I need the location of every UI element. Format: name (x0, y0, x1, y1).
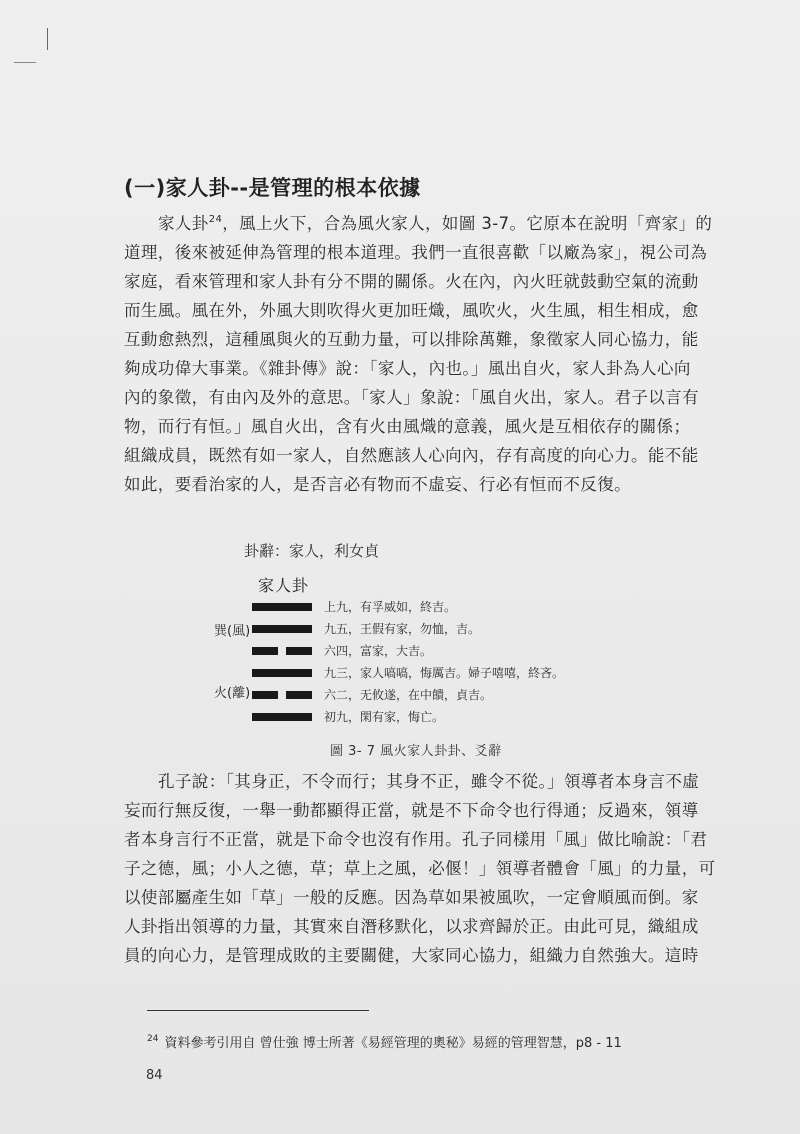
yang-line (252, 713, 312, 721)
yin-line-segment (252, 691, 278, 699)
paragraph-line: 如此，要看治家的人，是否言必有物而不虛妄、行必有恒而不反復。 (124, 475, 631, 494)
yin-line-segment (286, 647, 312, 655)
paragraph-line: 物，而行有恒。」風自火出，含有火由風熾的意義，風火是互相依存的關係； (124, 417, 691, 436)
line-statement: 九五，王假有家，勿恤，吉。 (324, 622, 481, 636)
paragraph-line: 道理，後來被延伸為管理的根本道理。我們一直很喜歡「以廠為家」，視公司為 (124, 243, 708, 262)
paragraph-line: 組織成員，既然有如一家人，自然應該人心向內，存有高度的向心力。能不能 (124, 446, 699, 465)
hexagram-line-row (252, 685, 612, 705)
paragraph-line: 孔子說：「其身正，不令而行；其身不正，雖令不從。」領導者本身言不虛 (158, 772, 700, 791)
hexagram-line-row (252, 597, 612, 617)
hexagram-line-row (252, 663, 612, 683)
page-number: 84 (146, 1068, 163, 1083)
figure-caption: 圖 3- 7 風火家人卦卦、爻辭 (330, 744, 502, 759)
line-statement: 初九，閑有家，悔亡。 (324, 710, 445, 724)
yang-line (252, 603, 312, 611)
line-statement: 六四，富家，大吉。 (324, 644, 433, 658)
line-statement: 上九，有孚威如，終吉。 (324, 600, 457, 614)
line-statement: 九三，家人嗃嗃，悔厲吉。婦子嘻嘻，終吝。 (324, 666, 565, 680)
paragraph-line: 以使部屬產生如「草」一般的反應。因為草如果被風吹，一定會順風而倒。家 (124, 888, 699, 907)
paragraph-line: 夠成功偉大事業。《雜卦傳》說：「家人，內也。」風出自火，家人卦為人心向 (124, 359, 691, 378)
hexagram-line-row (252, 619, 612, 639)
hexagram-name: 家人卦 (258, 576, 310, 595)
paragraph-line: 人卦指出領導的力量，其實來自潛移默化，以求齊歸於正。由此可見，織組成 (124, 917, 699, 936)
yang-line (252, 669, 312, 677)
paragraph-line: 家庭，看來管理和家人卦有分不開的關係。火在內，內火旺就鼓動空氣的流動 (124, 272, 699, 291)
crop-mark-horizontal (14, 62, 36, 63)
paragraph-line: 家人卦$^{24}$，風上火下，合為風火家人，如圖 3-7。它原本在說明「齊家」的 (158, 214, 713, 233)
hexagram-line-row (252, 707, 612, 727)
paragraph-line: 妄而行無反復，一舉一動都顯得正當，就是不下命令也行得通；反過來，領導 (124, 801, 699, 820)
section-heading: (一)家人卦--是管理的根本依據 (124, 176, 421, 200)
yin-line-segment (252, 647, 278, 655)
yin-line-segment (286, 691, 312, 699)
yang-line (252, 625, 312, 633)
paragraph-line: 員的向心力，是管理成敗的主要關健，大家同心協力，組織力自然強大。這時 (124, 946, 699, 965)
paragraph-line: 互動愈熱烈，這種風與火的互動力量，可以排除萬難，象徵家人同心協力，能 (124, 330, 699, 349)
upper-trigram-label: 巽(風) (214, 624, 251, 639)
hexagram-line-row (252, 641, 612, 661)
footnote-reference[interactable]: 24 (208, 214, 223, 225)
footnote-text: 資料參考引用自 曾仕強 博士所著《易經管理的奧秘》易經的管理智慧，p8 - 11 (164, 1036, 622, 1051)
paragraph-line: 而生風。風在外，外風大則吹得火更加旺熾，風吹火，火生風，相生相成，愈 (124, 301, 699, 320)
line-statement: 六二，无攸遂，在中饋，貞吉。 (324, 688, 493, 702)
paragraph-line: 者本身言行不正當，就是下命令也沒有作用。孔子同樣用「風」做比喻說：「君 (124, 830, 708, 849)
hexagram-figure (0, 535, 800, 765)
paragraph-line: 子之德，風；小人之德，草；草上之風，必偃！」領導者體會「風」的力量，可 (124, 859, 716, 878)
hexagram-judgment: 卦辭：家人，利女貞 (244, 542, 380, 560)
lower-trigram-label: 火(離) (214, 686, 251, 701)
crop-mark-vertical (47, 28, 48, 50)
paragraph-2 (124, 767, 752, 970)
footnote-divider (147, 1010, 369, 1011)
footnote-number: 24 (147, 1034, 159, 1044)
footnote (147, 1032, 622, 1051)
paragraph-line: 內的象徵，有由內及外的意思。「家人」象說：「風自火出，家人。君子以言有 (124, 388, 699, 407)
paragraph-1 (124, 205, 752, 499)
